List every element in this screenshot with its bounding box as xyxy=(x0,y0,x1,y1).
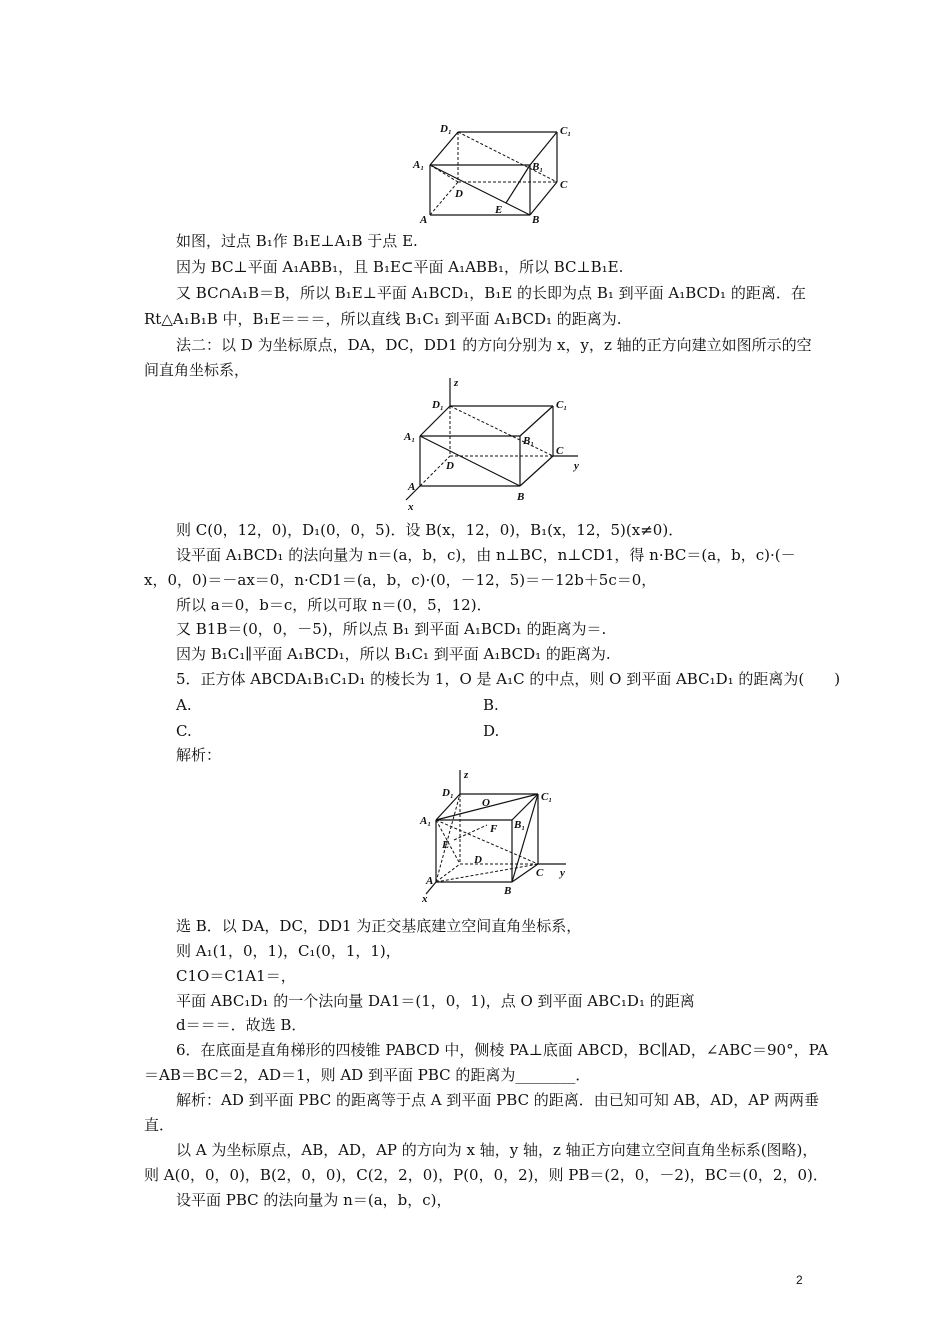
option-b: B. xyxy=(483,696,499,714)
axis-y-label: y xyxy=(560,867,565,879)
figure-cube-coordinates xyxy=(420,770,575,905)
label-B: B xyxy=(517,491,525,503)
text-line: 如图，过点 B₁作 B₁E⊥A₁B 于点 E. xyxy=(176,232,418,250)
text-line: 选 B．以 DA，DC，DD1 为正交基底建立空间直角坐标系， xyxy=(176,917,582,935)
text-line: Rt△A₁B₁B 中，B₁E＝＝＝，所以直线 B₁C₁ 到平面 A₁BCD₁ 的距离为. xyxy=(144,310,622,328)
option-a: A. xyxy=(176,696,192,714)
figure-prism-coordinates xyxy=(400,378,590,518)
label-A: A xyxy=(408,481,416,493)
label-C: C xyxy=(556,445,564,457)
label-A1: A₁ xyxy=(413,159,425,171)
label-D: D xyxy=(446,460,454,472)
label-D: D xyxy=(455,188,463,200)
label-C1: C₁ xyxy=(541,791,553,803)
option-c: C. xyxy=(176,722,192,740)
page-number: 2 xyxy=(796,1273,803,1287)
text-line: x，0，0)＝－ax＝0，n·CD1＝(a，b，c)·(0，－12，5)＝－12b＋5c＝0， xyxy=(144,571,657,589)
label-E: E xyxy=(495,204,503,216)
label-B: B xyxy=(532,214,540,226)
label-B1: B₁ xyxy=(523,435,535,447)
label-A1: A₁ xyxy=(420,815,432,827)
label-B: B xyxy=(504,885,512,897)
option-d: D. xyxy=(483,722,500,740)
text-line: 平面 ABC₁D₁ 的一个法向量 DA1＝(1，0，1)，点 O 到平面 ABC₁D₁ 的距离 xyxy=(176,992,695,1010)
label-E: E xyxy=(442,839,450,851)
text-line: 设平面 PBC 的法向量为 n＝(a，b，c)， xyxy=(176,1191,452,1209)
label-F: F xyxy=(490,823,498,835)
question-6: 6．在底面是直角梯形的四棱锥 PABCD 中，侧棱 PA⊥底面 ABCD，BC∥AD，∠ABC＝90°，PA xyxy=(176,1041,829,1059)
label-D1: D₁ xyxy=(442,787,454,799)
axis-x-label: x xyxy=(422,893,428,905)
axis-y-label: y xyxy=(574,460,579,472)
text-line: 因为 B₁C₁∥平面 A₁BCD₁，所以 B₁C₁ 到平面 A₁BCD₁ 的距离为. xyxy=(176,645,611,663)
question-5: 5．正方体 ABCDA₁B₁C₁D₁ 的棱长为 1，O 是 A₁C 的中点，则 O 到平面 ABC₁D₁ 的距离为( ) xyxy=(176,670,841,688)
text-line: C1O＝C1A1＝， xyxy=(176,967,296,985)
axis-z-label: z xyxy=(454,377,459,389)
text-line: d＝＝＝．故选 B． xyxy=(176,1016,307,1034)
text-line: 则 A(0，0，0)，B(2，0，0)，C(2，2，0)，P(0，0，2)，则 PB＝(2，0，－2)，BC＝(0，2，0)． xyxy=(144,1166,828,1184)
label-B1: B₁ xyxy=(532,161,544,173)
text-line: 则 C(0，12，0)，D₁(0，0，5)．设 B(x，12，0)，B₁(x，12，5)(x≠0)． xyxy=(176,521,684,539)
axis-x-label: x xyxy=(408,501,414,513)
analysis-label: 解析： xyxy=(176,746,222,764)
text-line: 解析：AD 到平面 PBC 的距离等于点 A 到平面 PBC 的距离．由已知可知 AB，AD，AP 两两垂 xyxy=(176,1091,819,1109)
text-line: 则 A₁(1，0，1)，C₁(0，1，1)， xyxy=(176,942,401,960)
label-C1: C₁ xyxy=(556,399,568,411)
label-D1: D₁ xyxy=(440,123,452,135)
label-A: A xyxy=(426,875,434,887)
text-line: 所以 a＝0，b＝c，所以可取 n＝(0，5，12)． xyxy=(176,596,492,614)
label-B1: B₁ xyxy=(514,819,526,831)
text-line: 又 BC∩A₁B＝B，所以 B₁E⊥平面 A₁BCD₁，B₁E 的长即为点 B₁ 到平面 A₁BCD₁ 的距离．在 xyxy=(176,284,806,302)
text-line: 设平面 A₁BCD₁ 的法向量为 n＝(a，b，c)，由 n⊥BC，n⊥CD1，得 n·BC＝(a，b，c)·(－ xyxy=(176,546,796,564)
label-D1: D₁ xyxy=(432,399,444,411)
text-line: 因为 BC⊥平面 A₁ABB₁，且 B₁E⊂平面 A₁ABB₁，所以 BC⊥B₁E. xyxy=(176,258,624,276)
text-line: 以 A 为坐标原点，AB，AD，AP 的方向为 x 轴，y 轴，z 轴正方向建立空间直角坐标系(图略)， xyxy=(176,1141,818,1159)
label-A1: A₁ xyxy=(404,431,416,443)
text-line: 直． xyxy=(144,1116,175,1134)
label-C: C xyxy=(536,867,544,879)
text-line: 又 B1B＝(0，0，－5)，所以点 B₁ 到平面 A₁BCD₁ 的距离为＝. xyxy=(176,620,607,638)
label-D: D xyxy=(474,854,482,866)
axis-z-label: z xyxy=(464,769,469,781)
text-line: 法二：以 D 为坐标原点，DA，DC，DD1 的方向分别为 x，y，z 轴的正方向建立如图所示的空 xyxy=(176,336,812,354)
text-line: 间直角坐标系， xyxy=(144,361,250,379)
figure-prism-1 xyxy=(410,120,580,230)
label-C: C xyxy=(560,179,568,191)
label-O: O xyxy=(482,797,490,809)
text-line: ＝AB＝BC＝2，AD＝1，则 AD 到平面 PBC 的距离为________． xyxy=(144,1066,591,1084)
label-A: A xyxy=(420,214,428,226)
label-C1: C₁ xyxy=(560,125,572,137)
